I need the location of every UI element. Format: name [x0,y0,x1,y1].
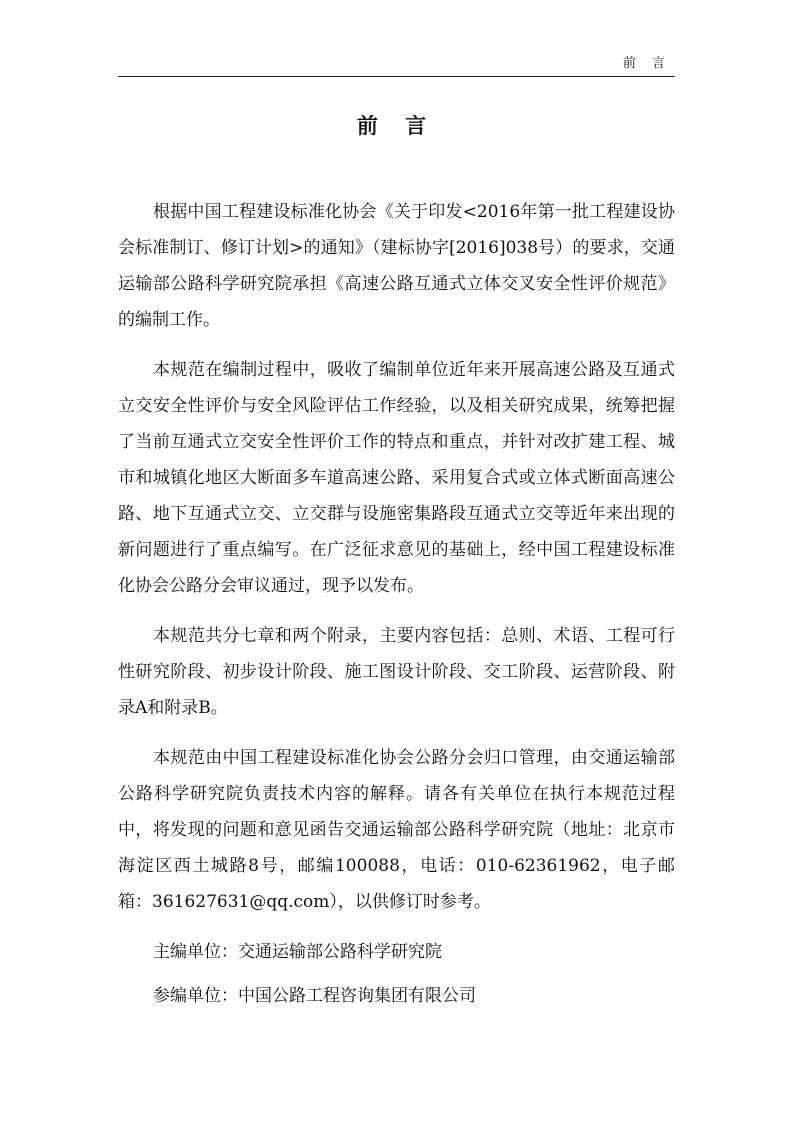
paragraph-management: 本规范由中国工程建设标准化协会公路分会归口管理，由交通运输部公路科学研究院负责技术内容的解释。请各有关单位在执行本规范过程中，将发现的问题和意见函告交通运输部公路科学研究院（地址：北京市海淀区西土城路8号，邮编100088，电话：010-62361962，电子邮箱：361627631@qq.com），以供修订时参考。 [118,748,675,912]
chief-editor-unit: 主编单位：交通运输部公路科学研究院 [153,942,442,962]
participating-editor-unit: 参编单位：中国公路工程咨询集团有限公司 [153,986,476,1006]
paragraph-contents: 本规范共分七章和两个附录，主要内容包括：总则、术语、工程可行性研究阶段、初步设计阶段、施工图设计阶段、交工阶段、运营阶段、附录A和附录B。 [118,626,675,718]
paragraph-background: 根据中国工程建设标准化协会《关于印发<2016年第一批工程建设协会标准制订、修订计划>的通知》（建标协字[2016]038号）的要求，交通运输部公路科学研究院承担《高速公路互通式立体交叉安全性评价规范》的编制工作。 [118,202,675,330]
running-header-title: 前 言 [622,56,671,71]
paragraph-compilation-process: 本规范在编制过程中，吸收了编制单位近年来开展高速公路及互通式立交安全性评价与安全风险评估工作经验，以及相关研究成果，统筹把握了当前互通式立交安全性评价工作的特点和重点，并针对改扩建工程、城市和城镇化地区大断面多车道高速公路、采用复合式或立体式断面高速公路、地下互通式立交、立交群与设施密集路段互通式立交等近年来出现的新问题进行了重点编写。在广泛征求意见的基础上，经中国工程建设标准化协会公路分会审议通过，现予以发布。 [118,360,675,596]
running-header [118,56,675,77]
page-title: 前 言 [356,113,437,138]
body-text [118,194,675,1022]
